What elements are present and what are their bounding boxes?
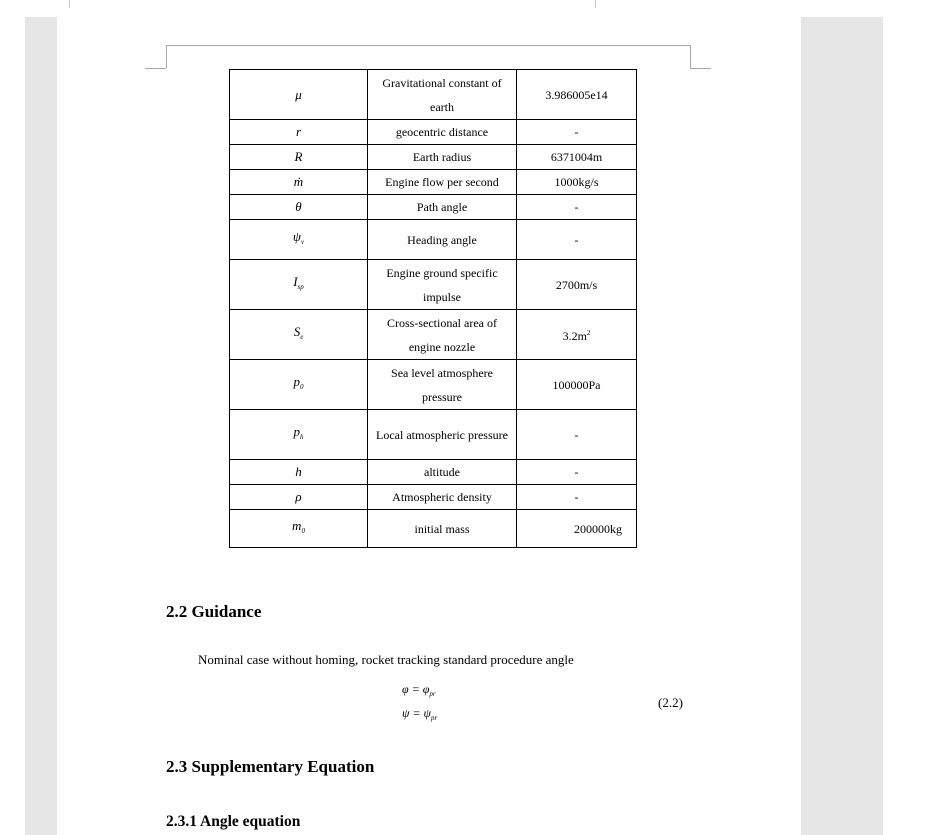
table-row — [230, 220, 637, 260]
table-row — [230, 70, 637, 120]
equation-psi: $\psi = \psi_{pr}$ — [402, 706, 438, 722]
param-value: 100000Pa — [517, 360, 637, 410]
param-description: Engine ground specific impulse — [368, 260, 517, 310]
margin-marker-right-tick — [690, 68, 711, 69]
param-value: - — [517, 195, 637, 220]
param-value: 1000kg/s — [517, 170, 637, 195]
margin-marker-right — [690, 45, 691, 68]
param-value: 6371004m — [517, 145, 637, 170]
param-symbol: μ — [230, 70, 368, 120]
table-row — [230, 360, 637, 410]
equation-phi: $\varphi = \varphi_{pr}$ — [402, 682, 436, 698]
param-description: Sea level atmosphere pressure — [368, 360, 517, 410]
param-value: 200000kg — [517, 510, 637, 548]
param-value: 2700m/s — [517, 260, 637, 310]
table-row — [230, 410, 637, 460]
param-value: - — [517, 485, 637, 510]
param-description: Earth radius — [368, 145, 517, 170]
param-description: altitude — [368, 460, 517, 485]
param-description: Engine flow per second — [368, 170, 517, 195]
param-symbol: ṁ — [230, 170, 368, 195]
param-value: $3.2m^2$ — [517, 310, 637, 360]
param-description: Cross-sectional area of engine nozzle — [368, 310, 517, 360]
table-row — [230, 195, 637, 220]
param-description: Path angle — [368, 195, 517, 220]
param-symbol: $m_0$ — [230, 510, 368, 548]
table-row — [230, 145, 637, 170]
param-description: Local atmospheric pressure — [368, 410, 517, 460]
param-symbol: r — [230, 120, 368, 145]
param-symbol: h — [230, 460, 368, 485]
param-symbol: ρ — [230, 485, 368, 510]
param-value: 3.986005e14 — [517, 70, 637, 120]
param-description: initial mass — [368, 510, 517, 548]
table-row — [230, 310, 637, 360]
param-description: geocentric distance — [368, 120, 517, 145]
param-symbol: $\psi_v$ — [230, 220, 368, 260]
param-symbol: $I_{sp}$ — [230, 260, 368, 310]
param-symbol: $p_h$ — [230, 410, 368, 460]
canvas-right-margin — [801, 17, 883, 835]
table-row — [230, 460, 637, 485]
param-value: - — [517, 120, 637, 145]
param-symbol: θ — [230, 195, 368, 220]
table-row — [230, 260, 637, 310]
table-row — [230, 120, 637, 145]
equation-number: (2.2) — [658, 695, 683, 710]
param-value: - — [517, 220, 637, 260]
parameter-table — [229, 69, 637, 548]
page-edge-mark — [69, 0, 70, 8]
param-value: - — [517, 410, 637, 460]
param-symbol: R — [230, 145, 368, 170]
param-symbol: $p_0$ — [230, 360, 368, 410]
table-row — [230, 485, 637, 510]
table-row — [230, 170, 637, 195]
margin-marker-left — [166, 45, 167, 68]
section-heading-supplementary: 2.3 Supplementary Equation — [166, 757, 375, 776]
param-description: Gravitational constant of earth — [368, 70, 517, 120]
param-description: Heading angle — [368, 220, 517, 260]
table-row — [230, 510, 637, 548]
margin-marker-left-tick — [145, 68, 166, 69]
page-edge-mark — [595, 0, 596, 8]
param-value: - — [517, 460, 637, 485]
canvas-left-margin — [25, 17, 57, 835]
guidance-paragraph: Nominal case without homing, rocket tracking standard procedure angle — [198, 652, 574, 667]
margin-marker-top — [166, 45, 690, 46]
param-symbol: $S_e$ — [230, 310, 368, 360]
param-description: Atmospheric density — [368, 485, 517, 510]
section-heading-angle: 2.3.1 Angle equation — [166, 813, 301, 830]
section-heading-guidance: 2.2 Guidance — [166, 602, 262, 621]
